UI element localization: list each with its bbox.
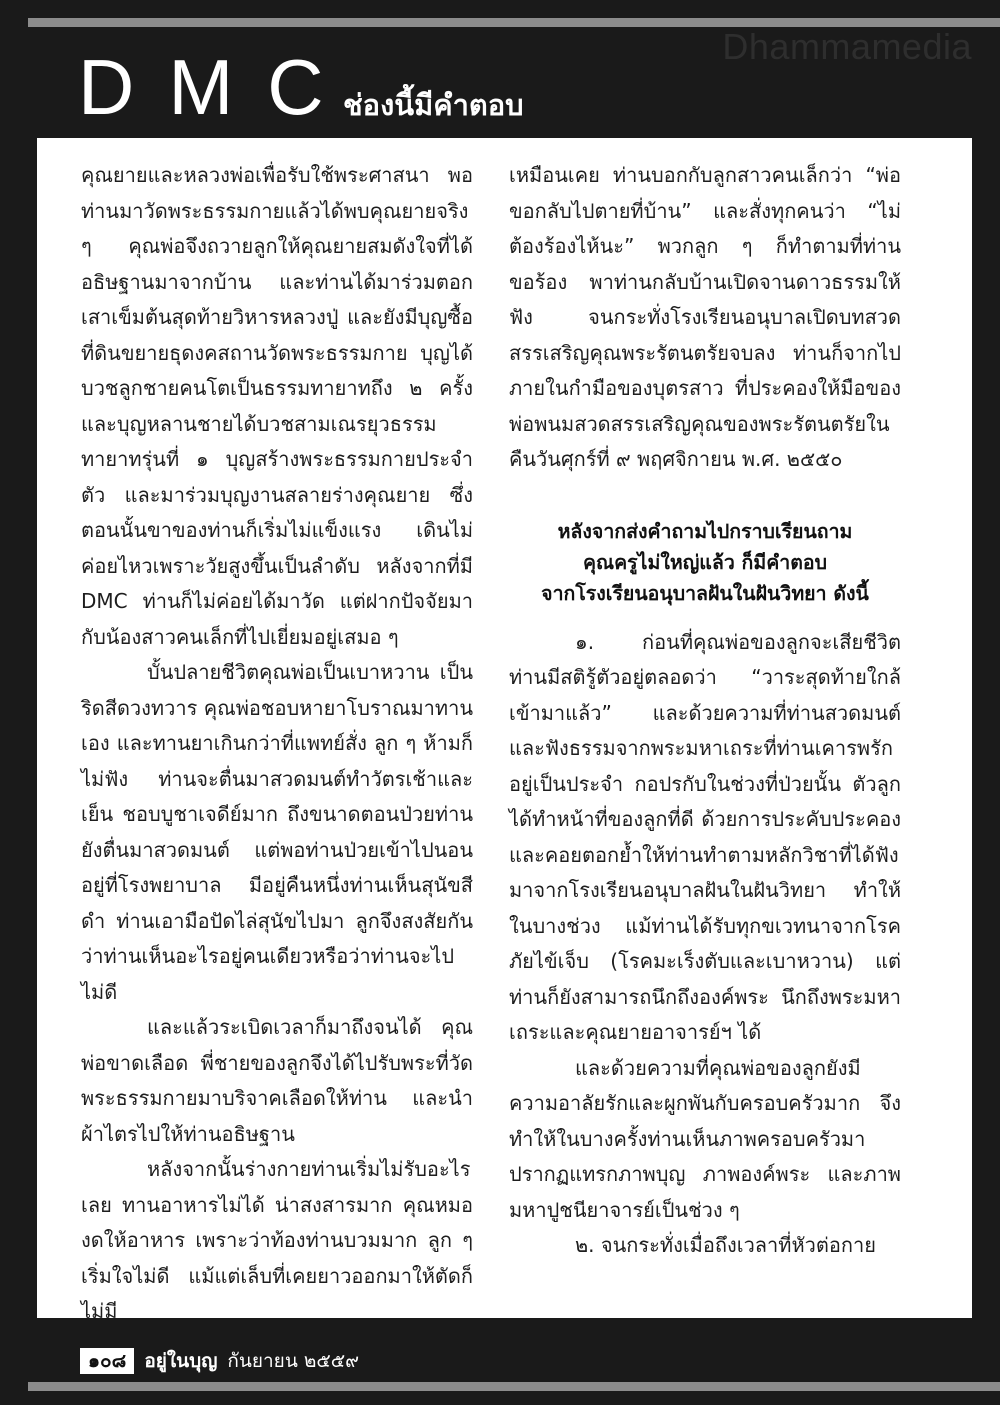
watermark: Dhammamedia: [722, 26, 972, 67]
question-heading: [509, 516, 901, 609]
paragraph: หลังจากนั้นร่างกายท่านเริ่มไม่รับอะไรเลย ทานอาหารไม่ได้ น่าสงสารมาก คุณหมองดให้อาหาร เพราะว่าท้องท่านบวมมาก ลูก ๆ เริ่มใจไม่ดี แม้แต่เล็บที่เคยยาวออกมาให้ตัดก็ไม่มี: [81, 1157, 473, 1323]
paragraph: ๒. จนกระทั่งเมื่อถึงเวลาที่หัวต่อกาย: [575, 1233, 876, 1257]
magazine-name: อยู่ในบุญ: [144, 1350, 218, 1372]
heading-line: หลังจากส่งคำถามไปกราบเรียนถาม: [557, 519, 853, 543]
footer: [80, 1347, 359, 1375]
paragraph: คุณยายและหลวงพ่อเพื่อรับใช้พระศาสนา พอท่านมาวัดพระธรรมกายแล้วได้พบคุณยายจริง ๆ คุณพ่อจึงถวายลูกให้คุณยายสมดังใจที่ได้อธิษฐานมาจากบ้าน และท่านได้มาร่วมตอกเสาเข็มต้นสุดท้ายวิหารหลวงปู่ และยังมีบุญซื้อที่ดินขยายธุดงคสถานวัดพระธรรมกาย บุญได้บวชลูกชายคนโตเป็นธรรมทายาทถึง ๒ ครั้ง และบุญหลานชายได้บวชสามเณรยุวธรรมทายาทรุ่นที่ ๑ บุญสร้างพระธรรมกายประจำตัว และมาร่วมบุญงานสลายร่างคุณยาย ซึ่งตอนนั้นขาของท่านก็เริ่มไม่แข็งแรง เดินไม่ค่อยไหวเพราะวัยสูงขึ้นเป็นลำดับ หลังจากที่มี DMC ท่านก็ไม่ค่อยได้มาวัด แต่ฝากปัจจัยมากับน้องสาวคนเล็กที่ไปเยี่ยมอยู่เสมอ ๆ: [81, 163, 473, 649]
left-column: [81, 158, 473, 1330]
heading-line: จากโรงเรียนอนุบาลฝันในฝันวิทยา ดังนี้: [541, 581, 869, 605]
issue-date: กันยายน ๒๕๕๙: [227, 1350, 360, 1372]
paragraph: ๑. ก่อนที่คุณพ่อของลูกจะเสียชีวิต ท่านมีสติรู้ตัวอยู่ตลอดว่า “วาระสุดท้ายใกล้เข้ามาแล้ว” และด้วยความที่ท่านสวดมนต์และฟังธรรมจากพระมหาเถระที่ท่านเคารพรักอยู่เป็นประจำ กอปรกับในช่วงที่ป่วยนั้น ตัวลูกได้ทำหน้าที่ของลูกที่ดี ด้วยการประคับประคองและคอยตอกย้ำให้ท่านทำตามหลักวิชาที่ได้ฟังมาจากโรงเรียนอนุบาลฝันในฝันวิทยา ทำให้ในบางช่วง แม้ท่านได้รับทุกขเวทนาจากโรคภัยไข้เจ็บ (โรคมะเร็งตับและเบาหวาน) แต่ท่านก็ยังสามารถนึกถึงองค์พระ นึกถึงพระมหาเถระและคุณยายอาจารย์ฯ ได้: [509, 629, 901, 1044]
paragraph: และด้วยความที่คุณพ่อของลูกยังมีความอาลัยรักและผูกพันกับครอบครัวมาก จึงทำให้ในบางครั้งท่านเห็นภาพครอบครัวมาปรากฏแทรกภาพบุญ ภาพองค์พระ และภาพมหาปูชนียาจารย์เป็นช่วง ๆ: [509, 1055, 901, 1222]
paragraph: เหมือนเคย ท่านบอกกับลูกสาวคนเล็กว่า “พ่อขอกลับไปตายที่บ้าน” และสั่งทุกคนว่า “ไม่ต้องร้องไห้นะ” พวกลูก ๆ ก็ทำตามที่ท่านขอร้อง พาท่านกลับบ้านเปิดจานดาวธรรมให้ฟัง จนกระทั่งโรงเรียนอนุบาลเปิดบทสวดสรรเสริญคุณพระรัตนตรัยจบลง ท่านก็จากไปภายในกำมือของบุตรสาว ที่ประคองให้มือของพ่อพนมสวดสรรเสริญคุณของพระรัตนตรัยในคืนวันศุกร์ที่ ๙ พฤศจิกายน พ.ศ. ๒๕๕๐: [509, 163, 901, 471]
bottom-rule: [28, 1382, 1000, 1391]
heading-line: คุณครูไม่ใหญ่แล้ว ก็มีคำตอบ: [583, 550, 827, 574]
page-number: ๑๐๘: [80, 1348, 134, 1374]
article-body: [37, 138, 972, 1323]
section-title: ช่องนี้มีคำตอบ: [343, 88, 524, 122]
paragraph: บั้นปลายชีวิตคุณพ่อเป็นเบาหวาน เป็นริดสีดวงทวาร คุณพ่อชอบหายาโบราณมาทานเอง และทานยาเกินกว่าที่แพทย์สั่ง ลูก ๆ ห้ามก็ไม่ฟัง ท่านจะตื่นมาสวดมนต์ทำวัตรเช้าและเย็น ชอบบูชาเจดีย์มาก ถึงขนาดตอนป่วยท่านยังตื่นมาสวดมนต์ แต่พอท่านป่วยเข้าไปนอนอยู่ที่โรงพยาบาล มีอยู่คืนหนึ่งท่านเห็นสุนัขสีดำ ท่านเอามือปัดไล่สุนัขไปมา ลูกจึงสงสัยกันว่าท่านเห็นอะไรอยู่คนเดียวหรือว่าท่านจะไปไม่ดี: [81, 660, 473, 1004]
brand-title: DMC: [78, 43, 358, 131]
right-column: [509, 158, 901, 1264]
paragraph: และแล้วระเบิดเวลาก็มาถึงจนได้ คุณพ่อขาดเลือด พี่ชายของลูกจึงได้ไปรับพระที่วัดพระธรรมกายมาบริจาคเลือดให้ท่าน และนำผ้าไตรไปให้ท่านอธิษฐาน: [81, 1015, 473, 1146]
